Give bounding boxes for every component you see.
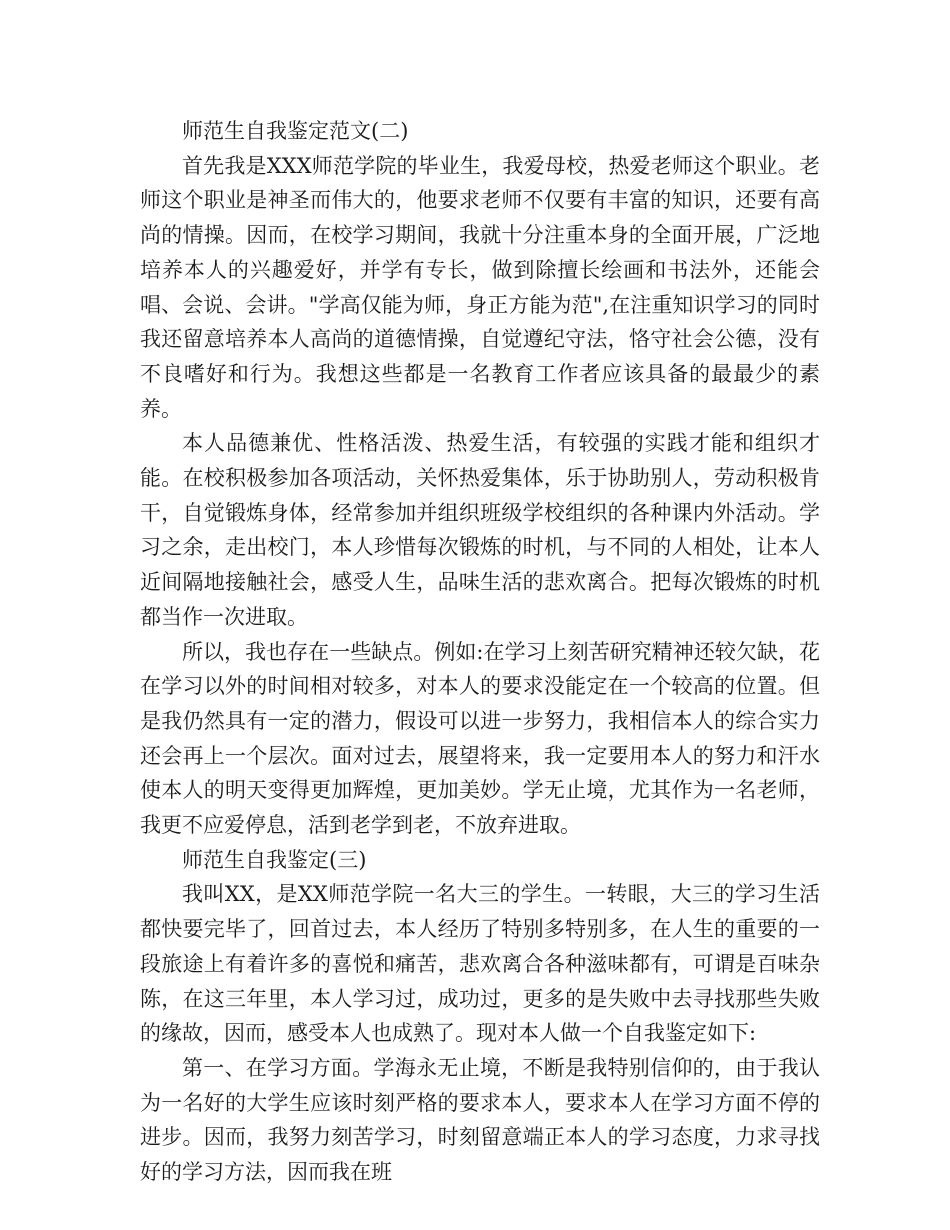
document-body [140, 114, 820, 1190]
section-heading-2: 师范生自我鉴定范文(二) [182, 119, 409, 143]
paragraph: 本人品德兼优、性格活泼、热爱生活，有较强的实践才能和组织才能。在校积极参加各项活动，关怀热爱集体，乐于协助别人，劳动积极肯干，自觉锻炼身体，经常参加并组织班级学校组织的各种课内外活动。学习之余，走出校门，本人珍惜每次锻炼的时机，与不同的人相处，让本人近间隔地接触社会，感受人生，品味生活的悲欢离合。把每次锻炼的时机都当作一次进取。 [140, 431, 820, 629]
paragraph: 第一、在学习方面。学海永无止境，不断是我特别信仰的，由于我认为一名好的大学生应该时刻严格的要求本人，要求本人在学习方面不停的进步。因而，我努力刻苦学习，时刻留意端正本人的学习态度，力求寻找好的学习方法，因而我在班 [140, 1055, 820, 1185]
paragraph: 我叫XX，是XX师范学院一名大三的学生。一转眼，大三的学习生活都快要完毕了，回首过去，本人经历了特别多特别多，在人生的重要的一段旅途上有着许多的喜悦和痛苦，悲欢离合各种滋味都有，可谓是百味杂陈，在这三年里，本人学习过，成功过，更多的是失败中去寻找那些失败的缘故，因而，感受本人也成熟了。现对本人做一个自我鉴定如下: [140, 882, 820, 1046]
paragraph: 首先我是XXX师范学院的毕业生，我爱母校，热爱老师这个职业。老师这个职业是神圣而伟大的，他要求老师不仅要有丰富的知识，还要有高尚的情操。因而，在校学习期间，我就十分注重本身的全面开展，广泛地培养本人的兴趣爱好，并学有专长，做到除擅长绘画和书法外，还能会唱、会说、会讲。"学高仅能为师，身正方能为范",在注重知识学习的同时我还留意培养本人高尚的道德情操，自觉遵纪守法，恪守社会公德，没有不良嗜好和行为。我想这些都是一名教育工作者应该具备的最最少的素养。 [140, 153, 820, 421]
section-heading-3: 师范生自我鉴定(三) [182, 847, 367, 872]
paragraph: 所以，我也存在一些缺点。例如:在学习上刻苦研究精神还较欠缺，花在学习以外的时间相对较多，对本人的要求没能定在一个较高的位置。但是我仍然具有一定的潜力，假设可以进一步努力，我相信本人的综合实力还会再上一个层次。面对过去，展望将来，我一定要用本人的努力和汗水使本人的明天变得更加辉煌，更加美妙。学无止境，尤其作为一名老师，我更不应爱停息，活到老学到老，不放弃进取。 [140, 639, 820, 838]
